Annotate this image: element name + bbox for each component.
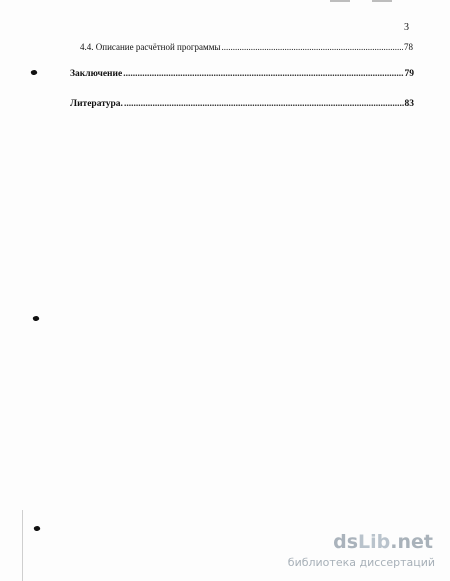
toc-entry-page: 78 bbox=[404, 42, 413, 52]
toc-dot-leader bbox=[124, 99, 404, 109]
toc-entry-4-4 bbox=[80, 42, 413, 52]
watermark-logo-lib: Lib bbox=[358, 531, 391, 553]
binder-hole-mark bbox=[32, 315, 40, 322]
watermark-logo bbox=[333, 531, 433, 553]
scan-artifact-top-right bbox=[372, 0, 392, 2]
binder-hole-mark bbox=[30, 69, 38, 76]
toc-entry-conclusion bbox=[70, 69, 414, 79]
toc-entry-title: Литература. bbox=[70, 99, 123, 109]
toc-dot-leader bbox=[123, 69, 403, 79]
toc-entry-title: 4.4. Описание расчётной программы bbox=[80, 42, 221, 52]
scan-artifact-top-left bbox=[330, 0, 350, 2]
watermark-logo-net: .net bbox=[390, 531, 433, 553]
scan-edge-line bbox=[22, 510, 23, 581]
toc-entry-literature bbox=[70, 99, 414, 109]
binder-hole-mark bbox=[33, 525, 41, 532]
toc-entry-title: Заключение bbox=[70, 69, 123, 79]
watermark-logo-ds: ds bbox=[333, 531, 359, 553]
page-number: 3 bbox=[404, 22, 409, 33]
toc-entry-page: 83 bbox=[404, 99, 414, 109]
toc-dot-leader bbox=[221, 42, 403, 52]
watermark-tagline: библиотека диссертаций bbox=[287, 556, 435, 569]
toc-entry-page: 79 bbox=[404, 69, 414, 79]
